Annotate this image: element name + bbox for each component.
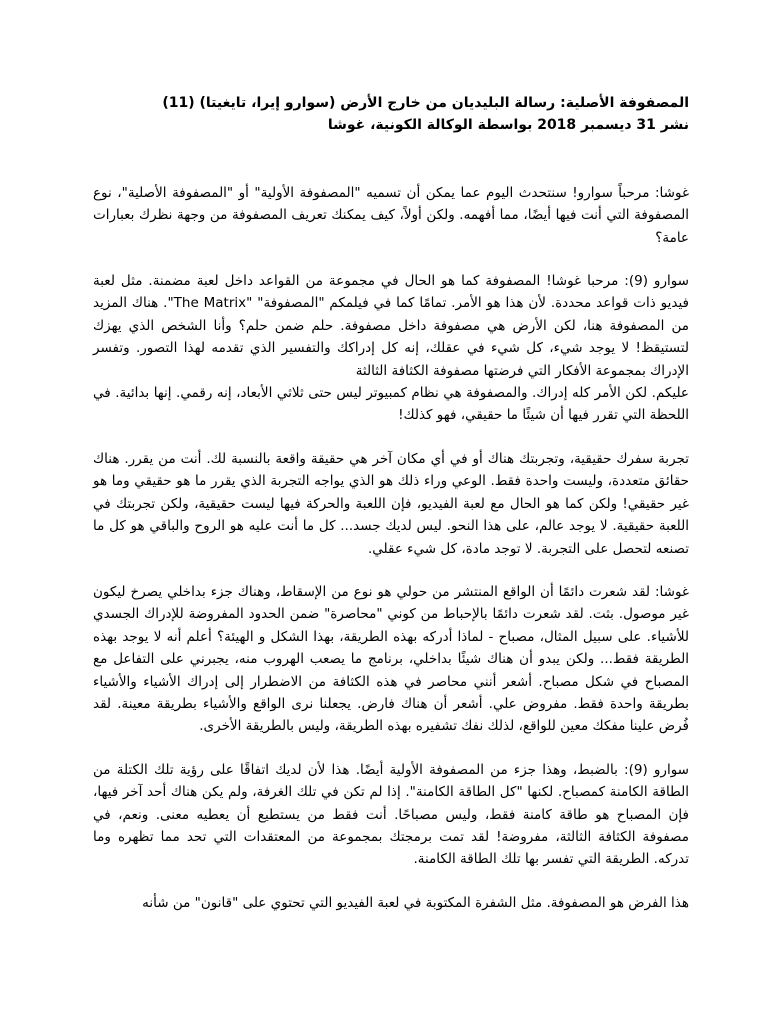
paragraph-7: هذا الفرض هو المصفوفة. مثل الشفرة المكتوبة في لعبة الفيديو التي تحتوي على "قانون" من شأنه — [142, 894, 689, 911]
paragraph-6: سوارو (9): بالضبط، وهذا جزء من المصفوفة الأولية أيضًا. هذا لأن لديك اتفاقًا على رؤية تلك الكتلة من الطاقة الكامنة كمصباح. لكنها "كل الطاقة الكامنة". إذا لم تكن في تلك الغرفة، ولم يكن هناك أحد آخر فيها، فإن المصباح هو طاقة كامنة فقط، وليس مصباحًا. أنت فقط من يستطيع أن يعطيه معنى. ونعم، في مصفوفة الكثافة الثالثة، مفروضة! لقد تمت برمجتك بمجموعة من المعتقدات التي تحد مما تظهره وما تدركه. الطريقة التي تفسر بها تلك الطاقة الكامنة. — [93, 761, 689, 868]
document-body — [93, 92, 689, 914]
paragraph-4: تجربة سفرك حقيقية، وتجربتك هناك أو في أي مكان آخر هي حقيقة واقعة بالنسبة لك. أنت من يقرر. هناك حقائق متعددة، وليست واحدة فقط. الوعي وراء ذلك هو الذي يواجه التجربة الذي يقرر ما هو حقيقي وما هو غير حقيقي! ولكن كما هو الحال مع لعبة الفيديو، فإن اللعبة والحركة فيها ليست حقيقية، ولكن تجربتك في اللعبة حقيقية. لا يوجد عالم، على هذا النحو. ليس لديك جسد... كل ما أنت عليه هو الروح والباقي هو كل ما تصنعه لتحصل على التجربة. لا توجد مادة، كل شيء عقلي. — [93, 450, 689, 557]
document-byline: نشر 31 ديسمبر 2018 بواسطة الوكالة الكونية، غوشا — [327, 117, 689, 134]
paragraph-2: سوارو (9): مرحبا غوشا! المصفوفة كما هو الحال في مجموعة من القواعد داخل لعبة مضمنة. مثل لعبة فيديو ذات قواعد محددة. لأن هذا هو الأمر. تمامًا كما في فيلمكم "المصفوفة" "The Matrix". هناك المزيد من المصفوفة هنا، لكن الأرض هي مصفوفة داخل مصفوفة. حلم ضمن حلم؟ وأنا الشخص الذي يهزك لتستيقظ! لا يوجد شيء، كل شيء في عقلك، إنه كل إدراكك والتفسير الذي تقدمه لهذا التصور. وتفسر الإدراك بمجموعة الأفكار التي فرضتها مصفوفة الكثافة الثالثة — [93, 273, 689, 379]
paragraph-3: عليكم. لكن الأمر كله إدراك. والمصفوفة هي نظام كمبيوتر ليس حتى ثلاثي الأبعاد، إنه رقمي. إنها بدائية. في اللحظة التي تقرر فيها أن شيئًا ما حقيقي، فهو كذلك! — [93, 385, 689, 424]
paragraph-5: غوشا: لقد شعرت دائمًا أن الواقع المنتشر من حولي هو نوع من الإسقاط، وهناك جزء بداخلي يصرخ ليكون غير موصول. بثت. لقد شعرت دائمًا بالإحباط من كوني "محاصرة" ضمن الحدود المفروضة للإدراك الجسدي للأشياء. على سبيل المثال، مصباح - لماذا أدركه بهذه الطريقة، بهذا الشكل و الهيئة؟ أعلم أنه لا يوجد بهذه الطريقة فقط... ولكن يبدو أن هناك شيئًا بداخلي، برنامج ما يصعب الهروب منه، يجبرني على التفاعل مع المصباح في شكل مصباح. أشعر أنني محاصر في هذه الكثافة من الاضطرار إلى إدراك الأشياء والأشياء بطريقة واحدة فقط. مفروض علي. أشعر أن هناك فارض. يجعلنا نرى الواقع والأشياء بطريقة معينة. لقد فُرض علينا مفكك معين للواقع، لذلك نفك تشفيره بهذه الطريقة، وليس بالطريقة الأخرى. — [93, 583, 689, 735]
paragraph-1: غوشا: مرحباً سوارو! سنتحدث اليوم عما يمكن أن تسميه "المصفوفة الأولية" أو "المصفوفة الأصلية"، نوع المصفوفة التي أنت فيها أيضًا، مما أفهمه. ولكن أولاً، كيف يمكنك تعريف المصفوفة من وجهة نظرك بعبارات عامة؟ — [93, 184, 689, 246]
document-title: المصفوفة الأصلية: رسالة البليديان من خارج الأرض (سوارو إيرا، تايغيتا) (11) — [162, 95, 689, 111]
